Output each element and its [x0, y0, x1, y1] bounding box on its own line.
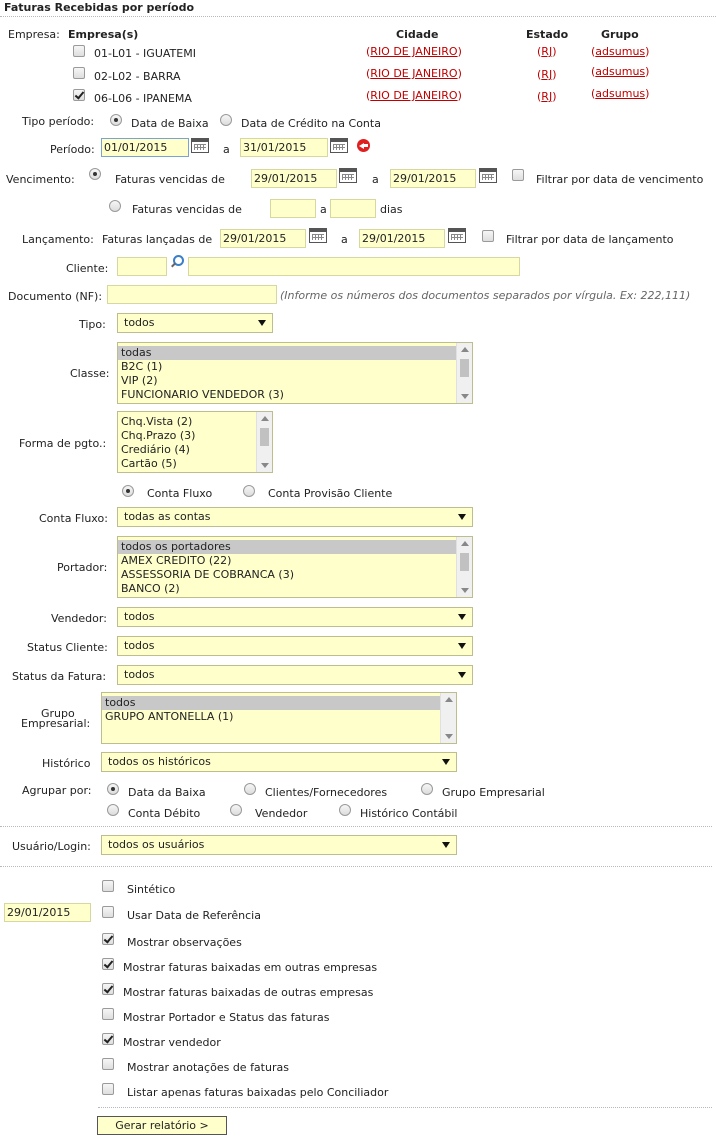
- gerar-relatorio-button[interactable]: Gerar relatório >: [97, 1116, 227, 1135]
- grupo-link[interactable]: adsumus: [595, 87, 646, 100]
- mostrar-observacoes-checkbox[interactable]: [102, 933, 114, 945]
- empresa-name: 02-L02 - BARRA: [94, 70, 181, 83]
- clear-date-icon[interactable]: [357, 139, 370, 152]
- vencidas-radio-2[interactable]: [109, 200, 121, 212]
- usuario-select[interactable]: [101, 835, 457, 855]
- search-icon[interactable]: [173, 255, 184, 266]
- cidade-header: Cidade: [396, 28, 439, 41]
- agrupar-radio-vendedor[interactable]: [230, 804, 242, 816]
- periodo-to-input[interactable]: 31/01/2015: [240, 138, 328, 157]
- filtrar-vencimento-checkbox[interactable]: [512, 169, 524, 181]
- list-item[interactable]: Chq.Vista (2): [121, 415, 193, 428]
- scroll-down-icon[interactable]: [461, 394, 469, 399]
- mostrar-anotacoes-label: Mostrar anotações de faturas: [127, 1061, 289, 1074]
- usar-data-referencia-checkbox[interactable]: [102, 906, 114, 918]
- grupo-empresarial-listbox[interactable]: [101, 692, 457, 744]
- periodo-label: Período:: [50, 143, 95, 156]
- cidade-link-wrap: (RIO DE JANEIRO): [366, 67, 462, 80]
- scroll-thumb[interactable]: [260, 428, 269, 446]
- lancamento-label: Lançamento:: [22, 233, 94, 246]
- agrupar-option: Grupo Empresarial: [442, 786, 545, 799]
- page-title: Faturas Recebidas por período: [4, 1, 195, 14]
- list-item[interactable]: Cartão (5): [121, 457, 177, 470]
- estado-link[interactable]: RJ: [541, 90, 553, 103]
- list-item[interactable]: AMEX CREDITO (22): [121, 554, 232, 567]
- sintetico-label: Sintético: [127, 883, 176, 896]
- vencidas-radio-1[interactable]: [89, 168, 101, 180]
- empresa-name: 06-L06 - IPANEMA: [94, 92, 192, 105]
- status-fatura-value: todos: [124, 668, 155, 681]
- list-item[interactable]: GRUPO ANTONELLA (1): [105, 710, 234, 723]
- lancamento-text: Faturas lançadas de: [102, 233, 213, 246]
- scroll-down-icon[interactable]: [445, 734, 453, 739]
- chevron-down-icon: [458, 672, 466, 678]
- scroll-thumb[interactable]: [460, 359, 469, 377]
- data-credito-radio[interactable]: [220, 114, 232, 126]
- status-fatura-label: Status da Fatura:: [12, 670, 107, 683]
- mostrar-vendedor-checkbox[interactable]: [102, 1033, 114, 1045]
- lancamento-sep: a: [341, 233, 348, 246]
- cliente-label: Cliente:: [66, 262, 109, 275]
- dias-label: dias: [380, 203, 403, 216]
- scroll-thumb[interactable]: [460, 553, 469, 571]
- data-credito-label: Data de Crédito na Conta: [241, 117, 381, 130]
- tipo-value: todos: [124, 316, 155, 329]
- listar-conciliador-label: Listar apenas faturas baixadas pelo Conciliador: [127, 1086, 389, 1099]
- scrollbar[interactable]: [256, 412, 272, 472]
- calendar-icon[interactable]: [309, 228, 327, 243]
- empresa-checkbox-ipanema[interactable]: [73, 89, 85, 101]
- agrupar-radio-clientes[interactable]: [244, 783, 256, 795]
- data-baixa-label: Data de Baixa: [131, 117, 209, 130]
- chevron-down-icon: [458, 614, 466, 620]
- baixadas-de-outras-checkbox[interactable]: [102, 983, 114, 995]
- chevron-down-icon: [458, 643, 466, 649]
- filtrar-lancamento-checkbox[interactable]: [482, 230, 494, 242]
- list-item[interactable]: B2C (1): [121, 360, 163, 373]
- divider: [0, 866, 712, 867]
- status-cliente-label: Status Cliente:: [27, 641, 108, 654]
- mostrar-portador-label: Mostrar Portador e Status das faturas: [123, 1011, 330, 1024]
- dias-sep: a: [320, 203, 327, 216]
- status-cliente-select[interactable]: [117, 636, 473, 656]
- estado-link-wrap: (RJ): [537, 68, 557, 81]
- list-item[interactable]: todas: [118, 346, 456, 360]
- periodo-sep: a: [223, 143, 230, 156]
- grupo-link[interactable]: adsumus: [595, 45, 646, 58]
- chevron-down-icon: [442, 842, 450, 848]
- forma-pgto-label: Forma de pgto.:: [19, 437, 107, 450]
- agrupar-radio-grupo[interactable]: [421, 783, 433, 795]
- filtrar-vencimento-label: Filtrar por data de vencimento: [536, 173, 704, 186]
- empresa-checkbox-barra[interactable]: [73, 67, 85, 79]
- agrupar-option: Clientes/Fornecedores: [265, 786, 388, 799]
- historico-select[interactable]: [101, 752, 457, 772]
- estado-link-wrap: (RJ): [537, 45, 557, 58]
- lancamento-to-input[interactable]: 29/01/2015: [359, 229, 445, 248]
- agrupar-label: Agrupar por:: [22, 784, 92, 797]
- vencimento-to-input[interactable]: 29/01/2015: [390, 169, 476, 188]
- grupo-empresarial-label-2: Empresarial:: [21, 717, 91, 730]
- list-item[interactable]: todos: [102, 696, 440, 710]
- vendedor-select[interactable]: [117, 607, 473, 627]
- usuario-label: Usuário/Login:: [12, 840, 91, 853]
- filtrar-lancamento-label: Filtrar por data de lançamento: [506, 233, 674, 246]
- divider: [0, 826, 712, 827]
- lancamento-from-input[interactable]: 29/01/2015: [220, 229, 306, 248]
- calendar-icon[interactable]: [191, 138, 209, 153]
- vencidas-label-2: Faturas vencidas de: [132, 203, 242, 216]
- conta-fluxo-value: todas as contas: [124, 510, 211, 523]
- vencimento-from-input[interactable]: 29/01/2015: [251, 169, 337, 188]
- agrupar-option: Histórico Contábil: [360, 807, 458, 820]
- cidade-link[interactable]: RIO DE JANEIRO: [370, 45, 458, 58]
- list-item[interactable]: todos os portadores: [118, 540, 456, 554]
- mostrar-vendedor-label: Mostrar vendedor: [123, 1036, 221, 1049]
- historico-value: todos os históricos: [108, 755, 211, 768]
- data-baixa-radio[interactable]: [110, 114, 122, 126]
- mostrar-observacoes-label: Mostrar observações: [127, 936, 242, 949]
- grupo-link-wrap: (adsumus): [591, 65, 650, 78]
- scroll-down-icon[interactable]: [261, 463, 269, 468]
- portador-label: Portador:: [57, 561, 108, 574]
- sintetico-checkbox[interactable]: [102, 880, 114, 892]
- tipo-label: Tipo:: [79, 318, 106, 331]
- scrollbar[interactable]: [456, 343, 472, 403]
- cliente-code-input[interactable]: [117, 257, 167, 276]
- divider: [98, 1107, 712, 1108]
- tipo-select[interactable]: [117, 313, 273, 333]
- agrupar-option: Conta Débito: [128, 807, 201, 820]
- list-item[interactable]: Chq.Prazo (3): [121, 429, 196, 442]
- conta-fluxo-radio[interactable]: [122, 485, 134, 497]
- vendedor-value: todos: [124, 610, 155, 623]
- scroll-up-icon[interactable]: [261, 416, 269, 421]
- periodo-from-input[interactable]: 01/01/2015: [101, 138, 189, 157]
- grupo-link-wrap: (adsumus): [591, 87, 650, 100]
- historico-label: Histórico: [42, 757, 91, 770]
- agrupar-option: Vendedor: [255, 807, 308, 820]
- baixadas-de-outras-label: Mostrar faturas baixadas de outras empresas: [123, 986, 374, 999]
- scroll-down-icon[interactable]: [461, 588, 469, 593]
- vencimento-label: Vencimento:: [6, 173, 75, 186]
- empresa-checkbox-iguatemi[interactable]: [73, 45, 85, 57]
- estado-header: Estado: [526, 28, 569, 41]
- grupo-link-wrap: (adsumus): [591, 45, 650, 58]
- usuario-value: todos os usuários: [108, 838, 205, 851]
- data-referencia-input[interactable]: 29/01/2015: [4, 903, 91, 922]
- calendar-icon[interactable]: [479, 168, 497, 183]
- classe-label: Classe:: [70, 367, 110, 380]
- cidade-link[interactable]: RIO DE JANEIRO: [370, 67, 458, 80]
- conta-provisao-option: Conta Provisão Cliente: [268, 487, 393, 500]
- conta-fluxo-select[interactable]: [117, 507, 473, 527]
- conta-provisao-radio[interactable]: [243, 485, 255, 497]
- grupo-link[interactable]: adsumus: [595, 65, 646, 78]
- portador-listbox[interactable]: [117, 536, 473, 598]
- list-item[interactable]: FUNCIONARIO VENDEDOR (3): [121, 388, 284, 401]
- documento-input[interactable]: [107, 285, 277, 304]
- chevron-down-icon: [458, 514, 466, 520]
- conta-fluxo-option: Conta Fluxo: [147, 487, 213, 500]
- status-fatura-select[interactable]: [117, 665, 473, 685]
- agrupar-radio-data-baixa[interactable]: [107, 783, 119, 795]
- title-divider: [0, 16, 716, 17]
- list-item[interactable]: VIP (2): [121, 374, 158, 387]
- list-item[interactable]: ASSESSORIA DE COBRANCA (3): [121, 568, 295, 581]
- cidade-link[interactable]: RIO DE JANEIRO: [370, 89, 458, 102]
- mostrar-anotacoes-checkbox[interactable]: [102, 1058, 114, 1070]
- agrupar-radio-conta-debito[interactable]: [107, 804, 119, 816]
- classe-listbox[interactable]: [117, 342, 473, 404]
- cliente-name-input[interactable]: [188, 257, 520, 276]
- documento-hint: (Informe os números dos documentos separados por vírgula. Ex: 222,111): [280, 289, 691, 302]
- cidade-link-wrap: (RIO DE JANEIRO): [366, 45, 462, 58]
- usar-data-referencia-label: Usar Data de Referência: [127, 909, 261, 922]
- listar-conciliador-checkbox[interactable]: [102, 1083, 114, 1095]
- dias-to-input[interactable]: [330, 199, 376, 218]
- grupo-header: Grupo: [601, 28, 639, 41]
- conta-fluxo-label: Conta Fluxo:: [39, 512, 108, 525]
- scroll-up-icon[interactable]: [461, 347, 469, 352]
- baixadas-em-outras-checkbox[interactable]: [102, 958, 114, 970]
- forma-pgto-listbox[interactable]: [117, 411, 273, 473]
- calendar-icon[interactable]: [448, 228, 466, 243]
- list-item[interactable]: BANCO (2): [121, 582, 180, 595]
- scrollbar[interactable]: [456, 537, 472, 597]
- chevron-down-icon: [258, 320, 266, 326]
- estado-link[interactable]: RJ: [541, 68, 553, 81]
- list-item[interactable]: Crediário (4): [121, 443, 190, 456]
- calendar-icon[interactable]: [339, 168, 357, 183]
- vencimento-sep: a: [372, 173, 379, 186]
- dias-from-input[interactable]: [270, 199, 316, 218]
- chevron-down-icon: [442, 759, 450, 765]
- tipo-periodo-label: Tipo período:: [22, 115, 95, 128]
- baixadas-em-outras-label: Mostrar faturas baixadas em outras empresas: [123, 961, 378, 974]
- calendar-icon[interactable]: [330, 138, 348, 153]
- status-cliente-value: todos: [124, 639, 155, 652]
- agrupar-option: Data da Baixa: [128, 786, 206, 799]
- vencidas-label-1: Faturas vencidas de: [115, 173, 225, 186]
- scrollbar[interactable]: [440, 693, 456, 743]
- documento-label: Documento (NF):: [8, 290, 103, 303]
- empresa-name: 01-L01 - IGUATEMI: [94, 47, 196, 60]
- estado-link[interactable]: RJ: [541, 45, 553, 58]
- empresa-label: Empresa:: [8, 28, 60, 41]
- scroll-up-icon[interactable]: [461, 541, 469, 546]
- scroll-up-icon[interactable]: [445, 697, 453, 702]
- mostrar-portador-checkbox[interactable]: [102, 1008, 114, 1020]
- agrupar-radio-historico[interactable]: [339, 804, 351, 816]
- vendedor-label: Vendedor:: [51, 612, 107, 625]
- estado-link-wrap: (RJ): [537, 90, 557, 103]
- empresas-header: Empresa(s): [68, 28, 139, 41]
- cidade-link-wrap: (RIO DE JANEIRO): [366, 89, 462, 102]
- grupo-empresarial-label-1: Grupo: [41, 707, 75, 720]
